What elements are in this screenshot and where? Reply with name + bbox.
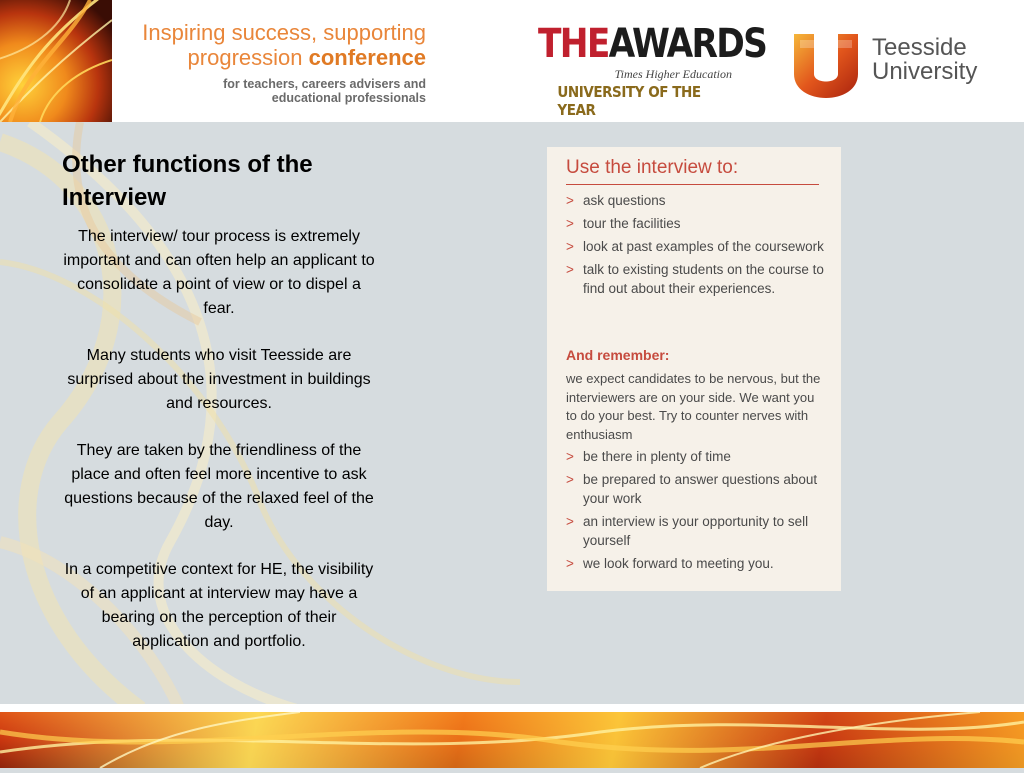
leaflet-remember-item (566, 554, 824, 573)
leaflet-item-text: be prepared to answer questions about your work (583, 472, 818, 506)
leaflet-item-text: look at past examples of the coursework (583, 239, 824, 254)
conference-title-line2 (116, 45, 426, 70)
leaflet-item (566, 214, 824, 233)
conference-title-bold: conference (308, 45, 426, 70)
leaflet-remember-text: we expect candidates to be nervous, but the interviewers are on your side. We want you to do your best. Try to counter nerves with enthusiasm (566, 371, 821, 442)
body-paragraph: In a competitive context for HE, the visibility of an applicant at interview may have a bearing on the perception of their application and portfolio. (64, 561, 374, 650)
flame-corner-graphic (0, 0, 112, 122)
slide-title: Other functions of the Interview (62, 151, 313, 211)
conference-subtitle-line2: educational professionals (271, 91, 426, 105)
leaflet-item-text: an interview is your opportunity to sell yourself (583, 514, 809, 548)
conference-subtitle-line1: for teachers, careers advisers and (223, 77, 426, 91)
conference-title-prefix: progression (187, 45, 309, 70)
leaflet-item-text: ask questions (583, 193, 666, 208)
body-paragraph: They are taken by the friendliness of the place and often feel more incentive to ask questions because of the relaxed feel of the day. (64, 442, 374, 531)
footer-flame-graphic (0, 712, 1024, 768)
leaflet-item (566, 260, 824, 298)
conference-title-line1: Inspiring success, supporting (142, 20, 426, 45)
arrow-icon: > (566, 556, 574, 571)
arrow-icon: > (566, 449, 574, 464)
footer-flame-band (0, 712, 1024, 768)
slide-body (62, 225, 376, 677)
conference-subtitle (200, 77, 426, 105)
conference-title (116, 20, 426, 70)
the-awards-logo (538, 21, 767, 119)
leaflet-item (566, 191, 824, 210)
leaflet-item-text: talk to existing students on the course to find out about their experiences. (583, 262, 824, 296)
header-banner (0, 0, 1024, 122)
teesside-university-name (872, 36, 977, 84)
awards-times-text: Times Higher Education (614, 67, 732, 81)
university-line1: Teesside (872, 34, 967, 61)
leaflet-item-text: we look forward to meeting you. (583, 556, 774, 571)
body-paragraph: The interview/ tour process is extremely important and can often help an applicant to consolidate a point of view or to dispel a fear. (63, 228, 375, 317)
awards-uoty-text: UNIVERSITY OF THE YEAR (557, 83, 701, 119)
awards-the-text: THE (538, 21, 609, 67)
leaflet-remember-heading: And remember: (566, 347, 670, 363)
awards-wordmark (538, 22, 766, 66)
arrow-icon: > (566, 514, 574, 529)
arrow-icon: > (566, 262, 574, 277)
leaflet-item (566, 237, 824, 256)
leaflet-item-text: be there in plenty of time (583, 449, 731, 464)
awards-word-text: AWARDS (608, 21, 767, 67)
leaflet-remember-item (566, 447, 824, 466)
leaflet-remember-item (566, 470, 824, 508)
teesside-shield-icon (792, 26, 860, 102)
leaflet-heading-rule (566, 184, 819, 185)
leaflet-remember-item (566, 512, 824, 550)
leaflet-remember-list (566, 447, 824, 577)
footer-divider (0, 704, 1024, 712)
arrow-icon: > (566, 472, 574, 487)
arrow-icon: > (566, 216, 574, 231)
body-paragraph: Many students who visit Teesside are surprised about the investment in buildings and resources. (67, 347, 371, 412)
arrow-icon: > (566, 193, 574, 208)
interview-tips-leaflet (547, 147, 841, 591)
leaflet-list (566, 191, 824, 302)
arrow-icon: > (566, 239, 574, 254)
university-line2: University (872, 58, 978, 85)
leaflet-item-text: tour the facilities (583, 216, 681, 231)
leaflet-heading: Use the interview to: (566, 157, 739, 178)
